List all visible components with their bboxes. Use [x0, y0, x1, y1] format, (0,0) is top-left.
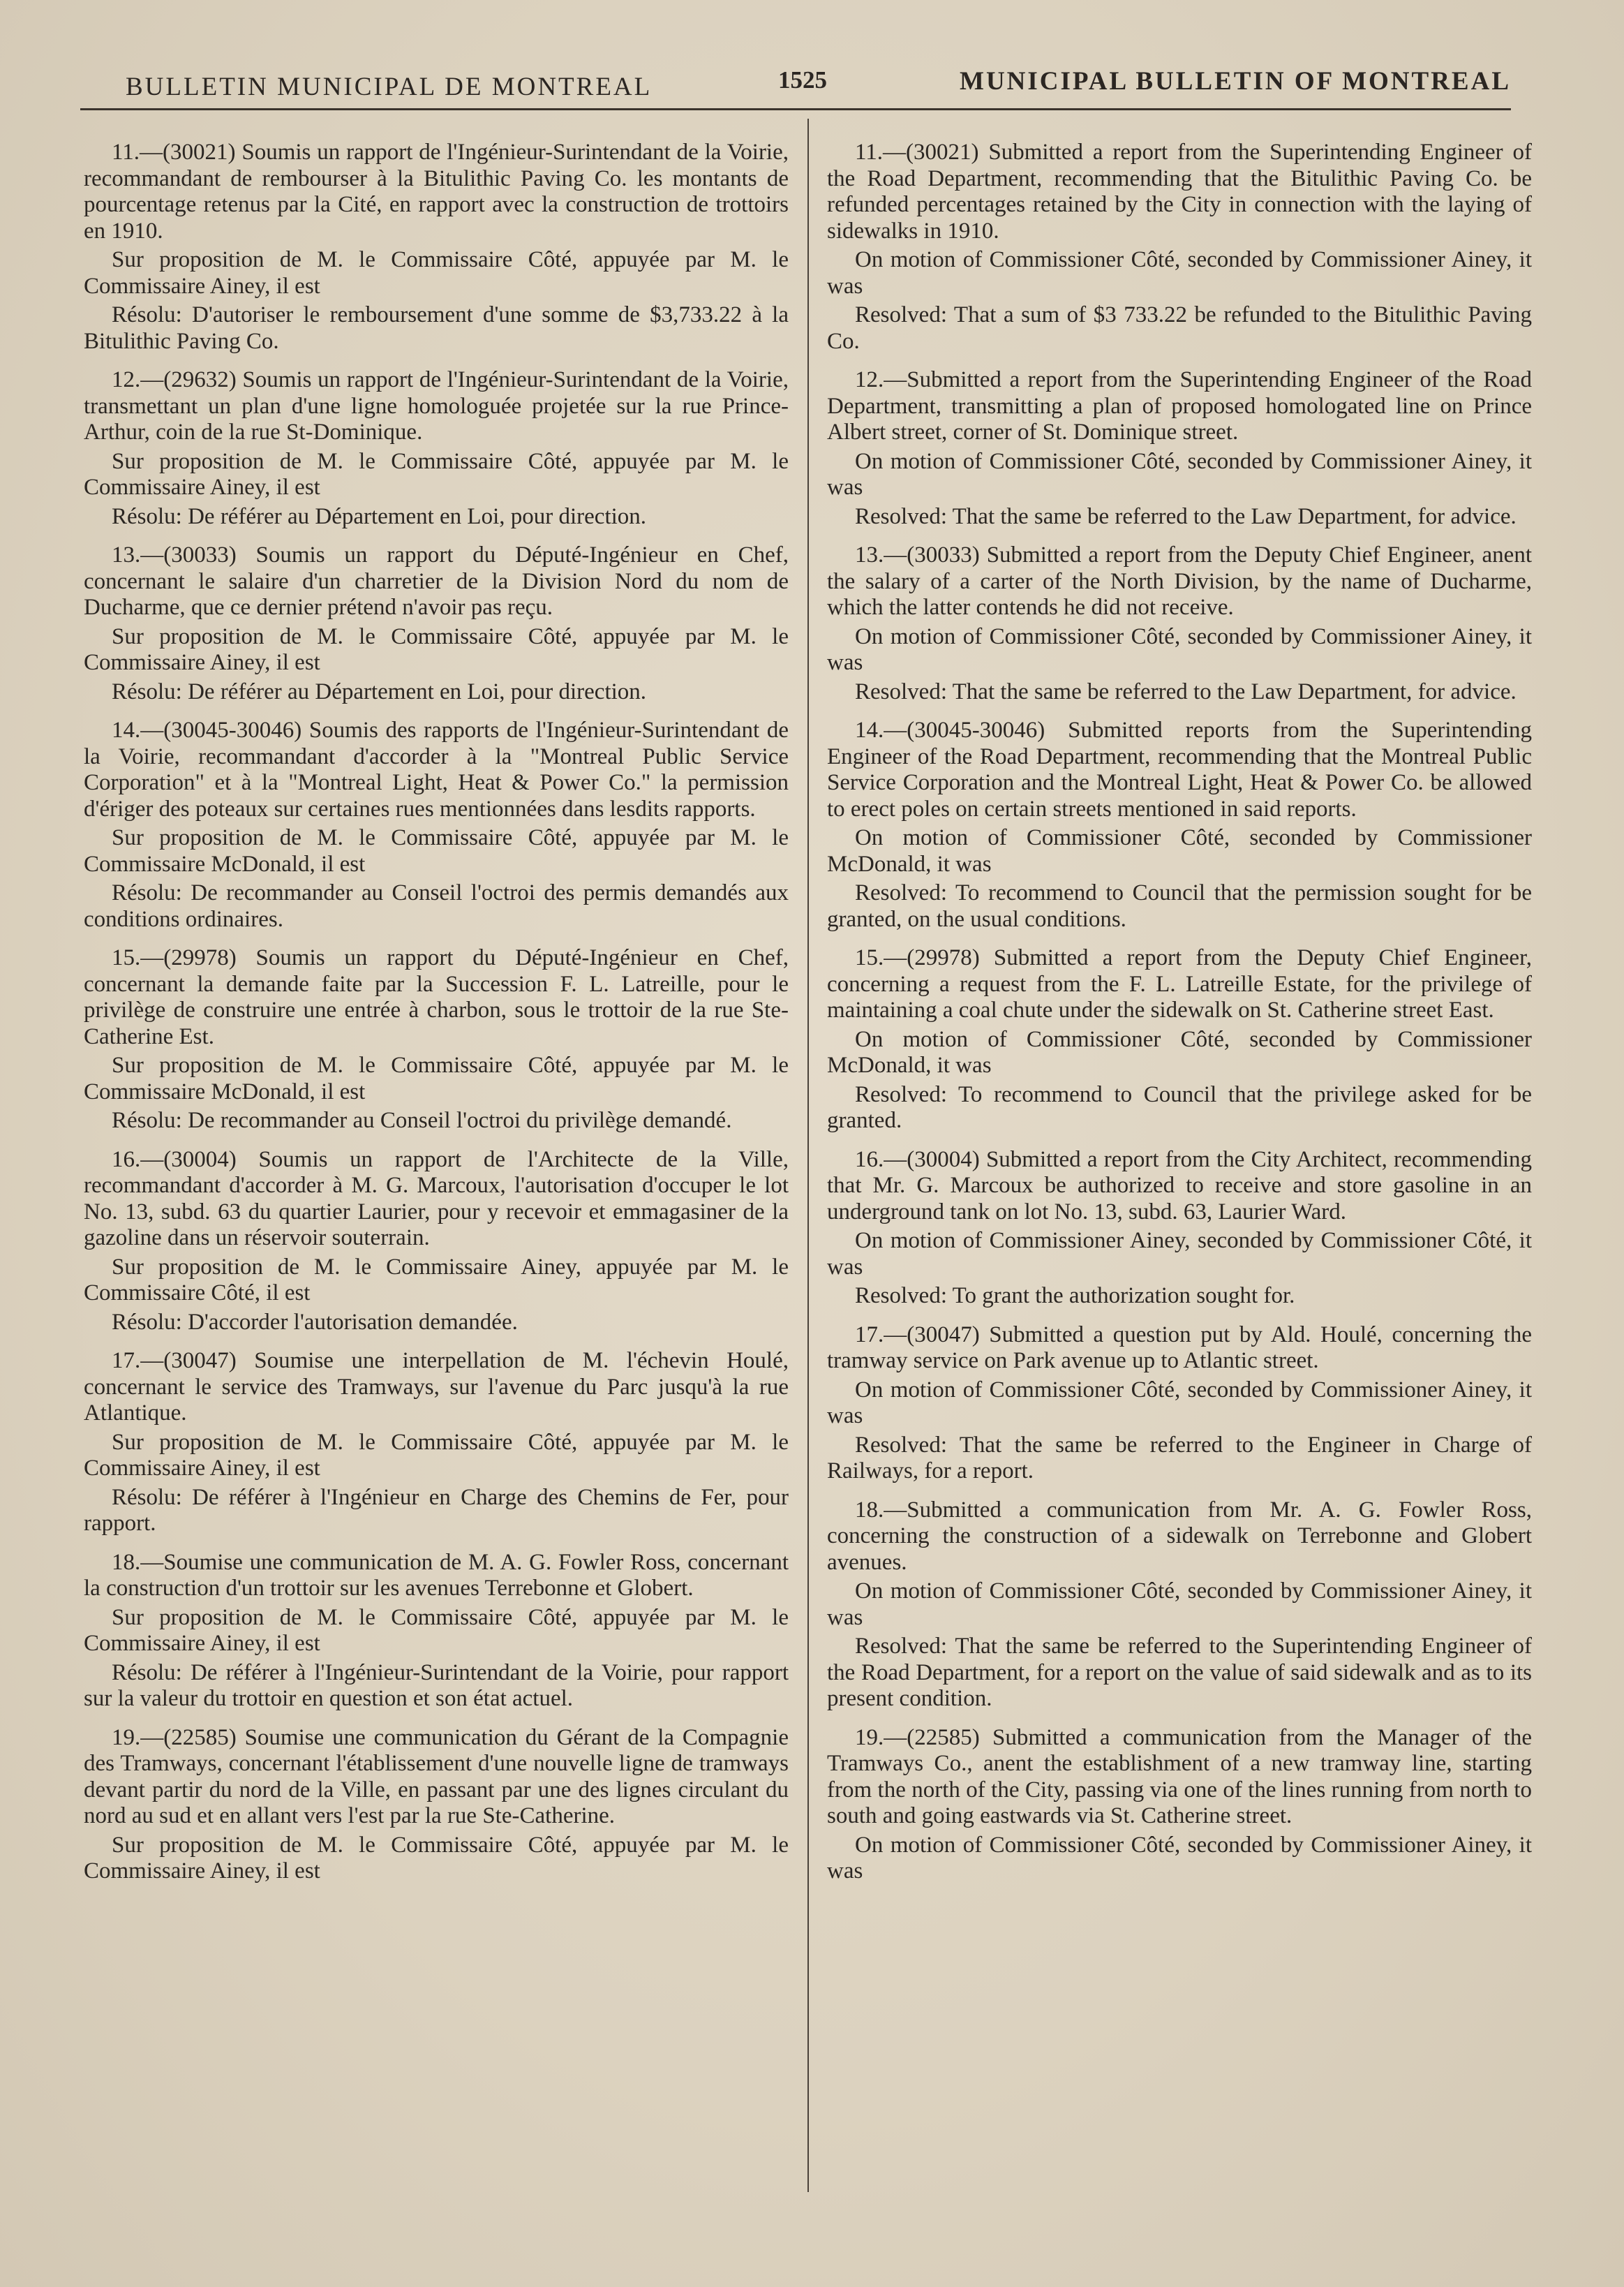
french-item: [84, 1550, 789, 1712]
french-item-statement: 13.—(30033) Soumis un rapport du Député-Ingénieur en Chef, concernant le salaire d'un charretier de la Division Nord du nom de Ducharme, que ce dernier prétend n'avoir pas reçu.: [84, 542, 789, 620]
french-item-statement: 11.—(30021) Soumis un rapport de l'Ingénieur-Surintendant de la Voirie, recommandant de rembourser à la Bitulithic Paving Co. les montants de pourcentage retenus par la Cité, en rapport avec la construction de trottoirs en 1910.: [84, 140, 789, 244]
english-item-statement: 12.—Submitted a report from the Superintending Engineer of the Road Department, transmitting a plan of proposed homologated line on Prince Albert street, corner of St. Dominique street.: [827, 367, 1532, 445]
french-item-resolution: Résolu: De référer à l'Ingénieur en Charge des Chemins de Fer, pour rapport.: [84, 1484, 789, 1536]
english-item-motion: On motion of Commissioner Côté, seconded by Commissioner McDonald, it was: [827, 825, 1532, 877]
page-number: 1525: [778, 66, 827, 94]
french-item-statement: 14.—(30045-30046) Soumis des rapports de l'Ingénieur-Surintendant de la Voirie, recommandant d'accorder à la "Montreal Public Service Corporation" et à la "Montreal Light, Heat & Power Co." la permission d'ériger des poteaux sur certaines rues mentionnées dans lesdits rapports.: [84, 718, 789, 822]
header-english-title: MUNICIPAL BULLETIN OF MONTREAL: [960, 67, 1511, 96]
english-item-statement: 16.—(30004) Submitted a report from the City Architect, recommending that Mr. G. Marcoux be authorized to receive and store gasoline in an underground tank on lot No. 13, subd. 63, Laurier Ward.: [827, 1146, 1532, 1224]
french-item-resolution: Résolu: De référer au Département en Loi, pour direction.: [112, 503, 647, 529]
english-item-statement: 14.—(30045-30046) Submitted reports from the Superintending Engineer of the Road Department, recommending that the Montreal Public Service Corporation and the Montreal Light, Heat & Power Co. be allowed to erect poles on certain streets mentioned in said reports.: [827, 718, 1532, 822]
english-item: [827, 140, 1532, 355]
english-item: [827, 718, 1532, 933]
french-item-motion: Sur proposition de M. le Commissaire Côté, appuyée par M. le Commissaire Ainey, il est: [84, 448, 789, 500]
english-item-statement: 15.—(29978) Submitted a report from the Deputy Chief Engineer, concerning a request from the F. L. Latreille Estate, for the privilege of maintaining a coal chute under the sidewalk on St. Catherine street East.: [827, 945, 1532, 1023]
header-rule: [80, 108, 1511, 110]
english-item-motion: On motion of Commissioner Côté, seconded by Commissioner Ainey, it was: [827, 247, 1532, 299]
english-item-statement: 17.—(30047) Submitted a question put by Ald. Houlé, concerning the tramway service on Park avenue up to Atlantic street.: [827, 1322, 1532, 1373]
english-item: [827, 945, 1532, 1134]
french-item-statement: 19.—(22585) Soumise une communication du Gérant de la Compagnie des Tramways, concernant l'établissement d'une nouvelle ligne de tramways devant partir du nord de la Ville, en passant par une des lignes circulant du nord au sud et en allant vers l'est par la rue Ste-Catherine.: [84, 1724, 789, 1828]
english-item-motion: On motion of Commissioner Ainey, seconded by Commissioner Côté, it was: [827, 1228, 1532, 1280]
french-item: [84, 542, 789, 705]
french-item-statement: 17.—(30047) Soumise une interpellation de M. l'échevin Houlé, concernant le service des Tramways, sur l'avenue du Parc jusqu'à la rue Atlantique.: [84, 1348, 789, 1426]
english-item: [827, 1497, 1532, 1712]
english-item: [827, 1322, 1532, 1485]
french-item-resolution: Résolu: D'autoriser le remboursement d'une somme de $3,733.22 à la Bitulithic Paving Co.: [84, 302, 789, 354]
english-item-motion: On motion of Commissioner Côté, seconded by Commissioner Ainey, it was: [827, 623, 1532, 675]
english-item-statement: 13.—(30033) Submitted a report from the Deputy Chief Engineer, anent the salary of a carter of the North Division, by the name of Ducharme, which the latter contends he did not receive.: [827, 542, 1532, 620]
french-item-motion: Sur proposition de M. le Commissaire Côté, appuyée par M. le Commissaire Ainey, il est: [84, 1604, 789, 1656]
french-item: [84, 367, 789, 530]
french-item-statement: 15.—(29978) Soumis un rapport du Député-Ingénieur en Chef, concernant la demande faite par la Succession F. L. Latreille, pour le privilège de construire une entrée à charbon, sous le trottoir de la rue Ste-Catherine Est.: [84, 945, 789, 1049]
french-item-motion: Sur proposition de M. le Commissaire Côté, appuyée par M. le Commissaire Ainey, il est: [84, 623, 789, 675]
french-item: [84, 140, 789, 355]
english-item-resolution: Resolved: That the same be referred to the Law Department, for advice.: [855, 679, 1517, 704]
english-item: [827, 1725, 1532, 1885]
english-item-motion: On motion of Commissioner Côté, seconded by Commissioner Ainey, it was: [827, 1832, 1532, 1883]
french-item-resolution: Résolu: De référer à l'Ingénieur-Surintendant de la Voirie, pour rapport sur la valeur du trottoir en question et son état actuel.: [84, 1659, 789, 1711]
french-item-resolution: Résolu: De recommander au Conseil l'octroi des permis demandés aux conditions ordinaires.: [84, 880, 789, 932]
english-item-resolution: Resolved: That the same be referred to the Engineer in Charge of Railways, for a report.: [827, 1432, 1532, 1483]
english-item-motion: On motion of Commissioner Côté, seconded by Commissioner McDonald, it was: [827, 1026, 1532, 1078]
english-item-motion: On motion of Commissioner Côté, seconded by Commissioner Ainey, it was: [827, 1578, 1532, 1630]
french-item: [84, 1725, 789, 1885]
english-item-statement: 19.—(22585) Submitted a communication from the Manager of the Tramways Co., anent the establishment of a new tramway line, starting from the north of the City, passing via one of the lines running from north to south and going eastwards via St. Catherine street.: [827, 1724, 1532, 1828]
english-item-resolution: Resolved: That the same be referred to the Law Department, for advice.: [855, 503, 1517, 529]
english-item-motion: On motion of Commissioner Côté, seconded by Commissioner Ainey, it was: [827, 448, 1532, 500]
english-column: [827, 140, 1532, 2206]
french-item-motion: Sur proposition de M. le Commissaire Côté, appuyée par M. le Commissaire McDonald, il est: [84, 825, 789, 877]
french-item-motion: Sur proposition de M. le Commissaire Côté, appuyée par M. le Commissaire Ainey, il est: [84, 247, 789, 299]
french-item: [84, 945, 789, 1134]
english-item-resolution: Resolved: That the same be referred to the Superintending Engineer of the Road Department, for a report on the value of said sidewalk and as to its present condition.: [827, 1634, 1532, 1711]
french-item-resolution: Résolu: De recommander au Conseil l'octroi du privilège demandé.: [112, 1108, 732, 1133]
english-item: [827, 1147, 1532, 1310]
page-header: [126, 66, 1511, 108]
french-item-statement: 18.—Soumise une communication de M. A. G. Fowler Ross, concernant la construction d'un trottoir sur les avenues Terrebonne et Globert.: [84, 1549, 789, 1601]
french-item-motion: Sur proposition de M. le Commissaire Ainey, appuyée par M. le Commissaire Côté, il est: [84, 1254, 789, 1305]
french-item-resolution: Résolu: De référer au Département en Loi, pour direction.: [112, 679, 647, 704]
french-column: [84, 140, 789, 2206]
french-item: [84, 1348, 789, 1537]
english-item-statement: 11.—(30021) Submitted a report from the Superintending Engineer of the Road Department, recommending that the Bitulithic Paving Co. be refunded percentages retained by the City in connection with the laying of sidewalks in 1910.: [827, 140, 1532, 244]
english-item-resolution: Resolved: To recommend to Council that the permission sought for be granted, on the usual conditions.: [827, 880, 1532, 932]
french-item-motion: Sur proposition de M. le Commissaire Côté, appuyée par M. le Commissaire McDonald, il est: [84, 1053, 789, 1104]
french-item-resolution: Résolu: D'accorder l'autorisation demandée.: [112, 1309, 518, 1335]
english-item-resolution: Resolved: To grant the authorization sought for.: [855, 1283, 1295, 1308]
header-french-title: BULLETIN MUNICIPAL DE MONTREAL: [126, 73, 653, 101]
english-item: [827, 367, 1532, 530]
english-item: [827, 542, 1532, 705]
french-item: [84, 718, 789, 933]
column-divider: [807, 119, 809, 2192]
french-item: [84, 1147, 789, 1336]
english-item-statement: 18.—Submitted a communication from Mr. A. G. Fowler Ross, concerning the construction of a sidewalk on Terrebonne and Globert avenues.: [827, 1497, 1532, 1575]
french-item-motion: Sur proposition de M. le Commissaire Côté, appuyée par M. le Commissaire Ainey, il est: [84, 1429, 789, 1481]
english-item-motion: On motion of Commissioner Côté, seconded by Commissioner Ainey, it was: [827, 1377, 1532, 1428]
french-item-motion: Sur proposition de M. le Commissaire Côté, appuyée par M. le Commissaire Ainey, il est: [84, 1832, 789, 1883]
french-item-statement: 16.—(30004) Soumis un rapport de l'Architecte de la Ville, recommandant d'accorder à M. G. Marcoux, l'autorisation d'occuper le lot No. 13, subd. 63 du quartier Laurier, pour y recevoir et emmagasiner de la gazoline dans un réservoir souterrain.: [84, 1146, 789, 1250]
english-item-resolution: Resolved: To recommend to Council that the privilege asked for be granted.: [827, 1081, 1532, 1133]
french-item-statement: 12.—(29632) Soumis un rapport de l'Ingénieur-Surintendant de la Voirie, transmettant un plan d'une ligne homologuée projetée sur la rue Prince-Arthur, coin de la rue St-Dominique.: [84, 367, 789, 445]
english-item-resolution: Resolved: That a sum of $3 733.22 be refunded to the Bitulithic Paving Co.: [827, 302, 1532, 354]
